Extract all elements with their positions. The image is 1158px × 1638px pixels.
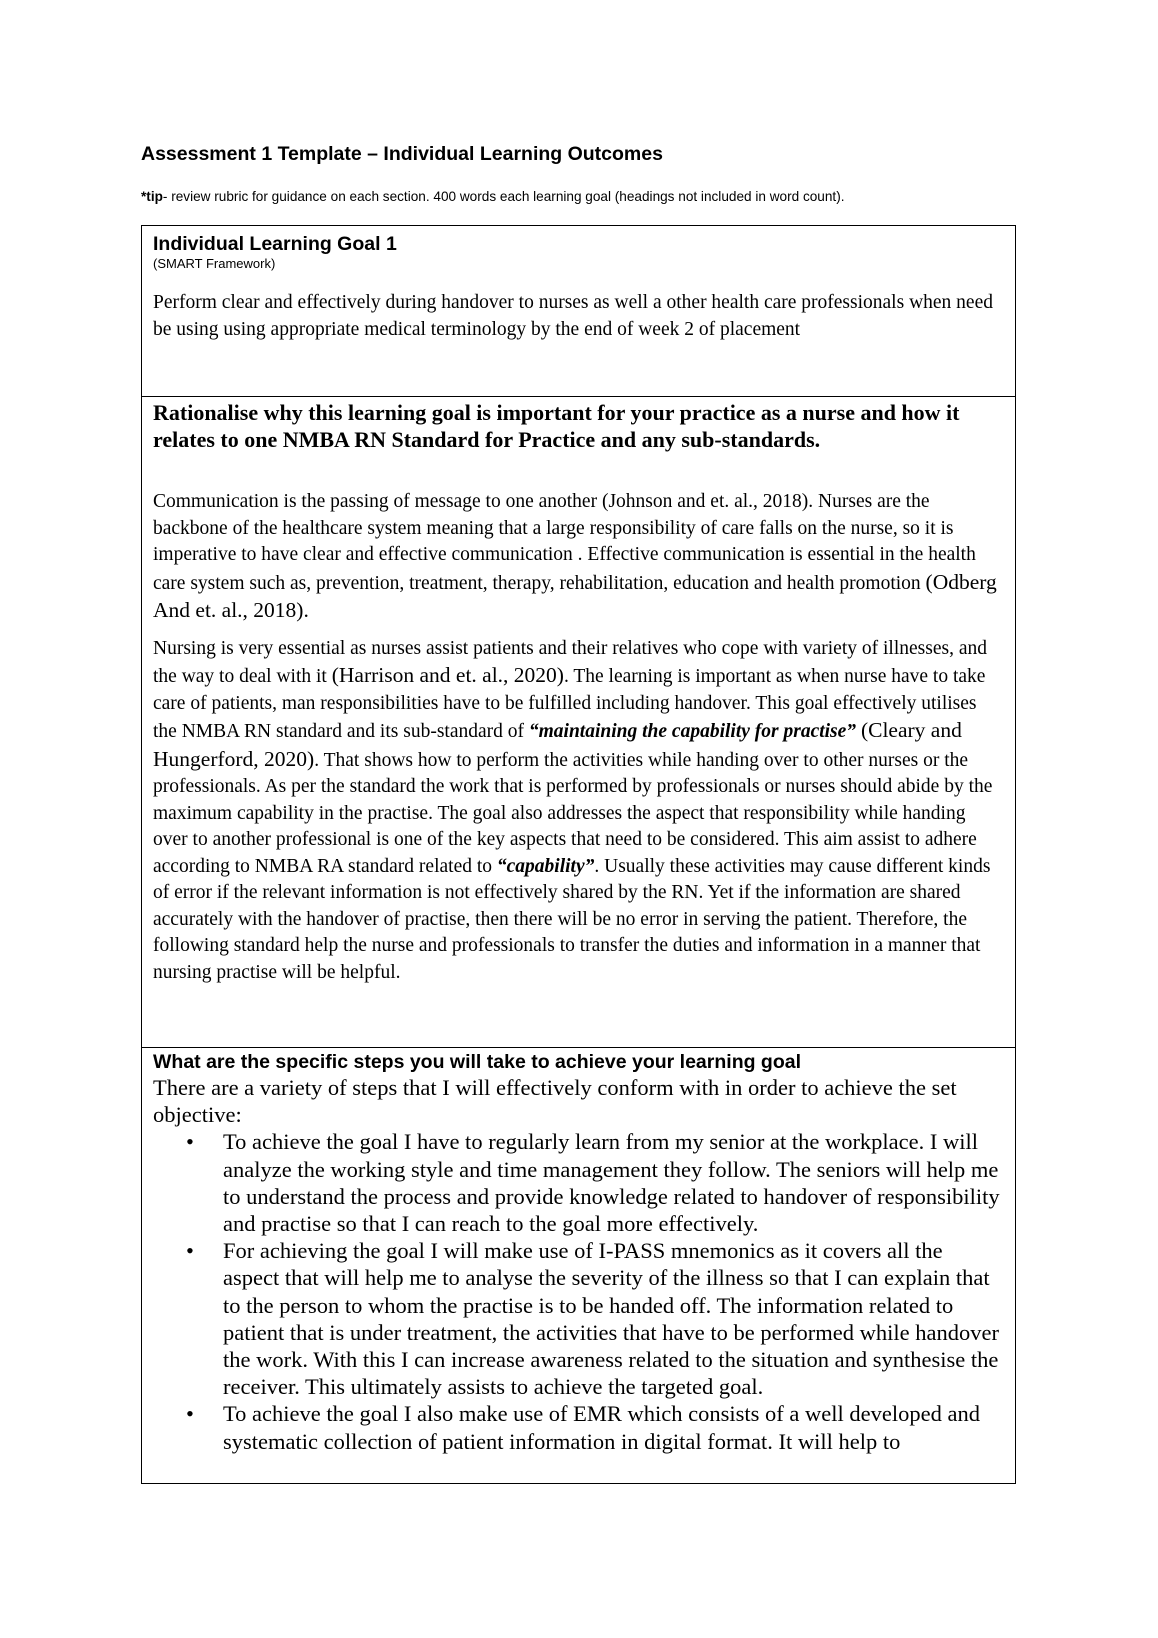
- rationale-paragraph-2-part-e: . Usually these activities may cause different kinds of error if the relevant information is not effectively shared by the RN. Yet if the information are shared accurately with the handover of practise, then there will be no error in serving the patient. Therefore, the following standard help the nurse and professionals to transfer the duties and information in a manner that nursing practise will be helpful.: [153, 855, 991, 983]
- citation-odberg: (Odberg And et. al., 2018).: [153, 569, 997, 622]
- list-item: [153, 1128, 1002, 1237]
- rationale-paragraph-2-part-d: . That shows how to perform the activities while handing over to other nurses or the professionals. As per the standard the work that is performed by professionals or nurses should abide by the maximum capability in the practise. The goal also addresses the aspect that responsibility while handing over to another professional is one of the key aspects that need to be considered. This aim assist to adhere according to NMBA RA standard related to: [153, 749, 993, 877]
- learning-goal-heading: Individual Learning Goal 1: [153, 233, 397, 255]
- tip-line: [141, 188, 845, 206]
- steps-section: [141, 1047, 1016, 1484]
- steps-intro: There are a variety of steps that I will effectively conform with in order to achieve the set objective:: [153, 1075, 957, 1128]
- rationale-paragraph-2-part-b: . The learning is important as when nurse have to take care of patients, man responsibilities have to be fulfilled including handover. This goal effectively utilises the NMBA RN standard and its sub-standard of: [153, 666, 986, 742]
- rationale-paragraph-1-text: Communication is the passing of message to one another (Johnson and et. al., 2018). Nurses are the backbone of the healthcare system meaning that a large responsibility of care falls on the nurse, so it is imperative to have clear and effective communication . Effective communication is essential in the health care system such as, prevention, treatment, therapy, rehabilitation, education and health promotion: [153, 491, 976, 594]
- smart-framework-note: (SMART Framework): [153, 256, 276, 271]
- citation-harrison: (Harrison and et. al., 2020): [331, 663, 564, 687]
- list-item-text: To achieve the goal I have to regularly learn from my senior at the workplace. I will analyze the working style and time management they follow. The seniors will help me to understand the process and provide knowledge related to handover of responsibility and practise so that I can reach to the goal more effectively.: [223, 1129, 1000, 1237]
- list-item: [153, 1400, 1002, 1454]
- rationale-paragraph-1: [153, 489, 1002, 626]
- bullet-icon: •: [186, 1238, 194, 1264]
- rationale-paragraph-2-part-a: Nursing is very essential as nurses assist patients and their relatives who cope with variety of illnesses, and the way to deal with it: [153, 637, 987, 687]
- tip-text: - review rubric for guidance on each section. 400 words each learning goal (headings not included in word count).: [162, 189, 845, 204]
- bullet-icon: •: [186, 1401, 194, 1427]
- steps-list: [153, 1128, 1002, 1454]
- list-item-text: For achieving the goal I will make use of I-PASS mnemonics as it covers all the aspect that will help me to analyse the severity of the illness so that I can explain that to the person to whom the practise is to be handed off. The information related to patient that is under treatment, the activities that have to be performed while handover the work. With this I can increase awareness related to the situation and synthesise the receiver. This ultimately assists to achieve the targeted goal.: [223, 1238, 999, 1400]
- steps-heading: What are the specific steps you will take to achieve your learning goal: [153, 1051, 802, 1073]
- list-item: [153, 1237, 1002, 1400]
- learning-goal-section: [141, 225, 1016, 397]
- learning-goal-text: Perform clear and effectively during handover to nurses as well a other health care professionals when need be using using appropriate medical terminology by the end of week 2 of placement: [153, 292, 993, 340]
- emphasis-maintaining-capability: “maintaining the capability for practise”: [528, 721, 857, 742]
- citation-cleary: (Cleary and Hungerford, 2020): [153, 718, 962, 771]
- bullet-icon: •: [186, 1129, 194, 1155]
- rationale-heading: Rationalise why this learning goal is important for your practice as a nurse and how it relates to one NMBA RN Standard for Practice and any sub-standards.: [153, 400, 960, 452]
- rationale-section: [141, 396, 1016, 1048]
- list-item-text: To achieve the goal I also make use of EMR which consists of a well developed and systematic collection of patient information in digital format. It will help to: [223, 1401, 980, 1454]
- emphasis-capability: “capability”: [496, 855, 595, 877]
- tip-label: *tip: [141, 189, 163, 204]
- document-title: Assessment 1 Template – Individual Learning Outcomes: [141, 143, 663, 165]
- rationale-paragraph-2: [153, 636, 1002, 987]
